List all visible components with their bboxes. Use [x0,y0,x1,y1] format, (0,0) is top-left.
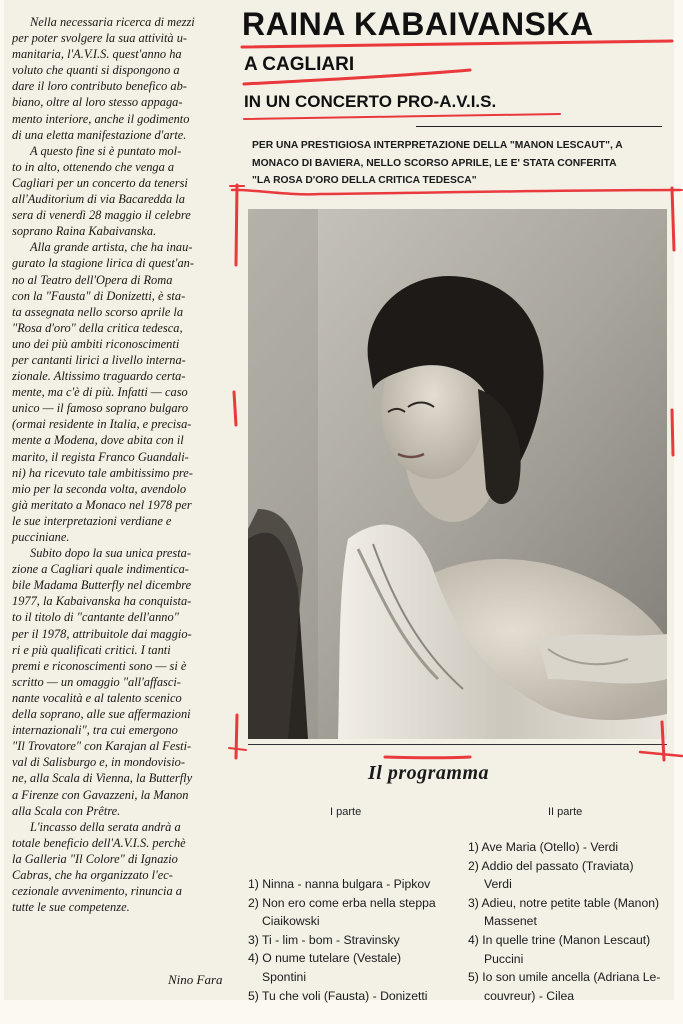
program-item: Ciaikowski [262,914,320,929]
program-item: Spontini [262,969,307,984]
author-signature: Nino Fara [168,972,223,987]
portrait-illustration [248,209,667,739]
headline-city: A CAGLIARI [244,54,355,75]
headline-name: RAINA KABAIVANSKA [242,6,594,42]
program-item: 2) Addio del passato (Traviata) [468,858,634,873]
program-part-2-list [468,838,660,1005]
header-divider [416,126,662,127]
subheadline-line: PER UNA PRESTIGIOSA INTERPRETAZIONE DELLA "MANON LESCAUT", A [252,140,623,151]
article-paragraph-2: A questo fine si è puntato mol- to in alto, ottenendo che venga a Cagliari per un concerto da tenersi all'Auditorium di via Bacaredda la sera di venerdì 28 maggio il celebre soprano Raina Kabaivanska. [12,143,191,239]
program-divider [248,744,667,745]
subheadline-line: "LA ROSA D'ORO DELLA CRITICA TEDESCA" [252,175,477,186]
program-item: 1) Ninna - nanna bulgara - Pipkov [248,877,431,891]
program-item: 1) Ave Maria (Otello) - Verdi [468,840,619,854]
article-body [12,14,230,915]
program-item: 5) Io son umile ancella (Adriana Le- [468,970,661,985]
program-item: 5) Tu che voli (Fausta) - Donizetti [248,988,428,1003]
portrait-photo [248,209,667,739]
part-1-label: I parte [330,806,362,818]
subheadline-line: MONACO DI BAVIERA, NELLO SCORSO APRILE, LE E' STATA CONFERITA [252,157,617,169]
headline-concert: IN UN CONCERTO PRO-A.V.I.S. [244,92,497,111]
program-item: 3) Adieu, notre petite table (Manon) [468,895,660,910]
program-item: 4) O nume tutelare (Vestale) [248,951,402,966]
program-item: Verdi [484,877,512,892]
article-paragraph-5: L'incasso della serata andrà a totale beneficio dell'A.V.I.S. perchè la Galleria "Il Colore" di Ignazio Cabras, che ha organizzato l'ec- cezionale avvenimento, rinuncia a tutte le sue competenze. [12,819,186,915]
program-item: 4) In quelle trine (Manon Lescaut) [468,932,651,947]
part-2-label: II parte [548,806,583,818]
program-part-1-list [248,875,436,1005]
article-paragraph-1: Nella necessaria ricerca di mezzi per poter svolgere la sua attività u- manitaria, l'A.V.I.S. quest'anno ha voluto che quanti si dispongono a dare il loro contributo benefico ab- biano, oltre al loro stesso appaga- mento interiore, anche il godimento di una eletta manifestazione d'arte. [12,15,195,142]
program-item: Puccini [484,951,524,966]
program-item: Massenet [484,914,537,929]
article-paragraph-4: Subito dopo la sua unica presta- zione a Cagliari quale indimentica- bile Madama Butterfly nel dicembre 1977, la Kabaivanska ha conquista- to il titolo di "cantante dell'anno" per il 1978, attribuitole dai maggio- ri e più qualificati critici. I tanti premi e riconoscimenti sono — si è scritto — un omaggio "all'affasci- nante vocalità e al talento scenico della soprano, alle sue affermazioni internazionali", tra cui emergono "Il Trovatore" con Karajan al Festi- val di Salisburgo e, in mondovisio- ne, alla Scala di Vienna, la Butterfly a Firenze con Gavazzeni, la Manon alla Scala con Prêtre. [12,546,193,818]
program-item: 3) Ti - lim - bom - Stravinsky [248,932,400,947]
program-item: 2) Non ero come erba nella steppa [248,895,436,910]
program-item: couvreur) - Cilea [484,988,575,1003]
subheadline [252,137,662,190]
article-paragraph-3: Alla grande artista, che ha inau- gurato la stagione lirica di quest'an- no al Teatro dell'Opera di Roma con la "Fausta" di Donizetti, è sta- ta assegnata nello scorso aprile la "Rosa d'oro" della critica tedesca, uno dei più ambiti riconoscimenti per cantanti lirici a livello interna- zionale. Altissimo traguardo certa- mente, ma c'è di più. Infatti — caso unico — il famoso soprano bulgaro (ormai residente in Italia, e precisa- mente a Modena, dove abita con il marito, il regista Franco Guandali- ni) ha ricevuto tale ambitissimo pre- mio per la seconda volta, avendolo già meritato a Monaco nel 1978 per le sue interpretazioni verdiane e pucciniane. [12,240,194,544]
program-title: Il programma [368,762,490,784]
